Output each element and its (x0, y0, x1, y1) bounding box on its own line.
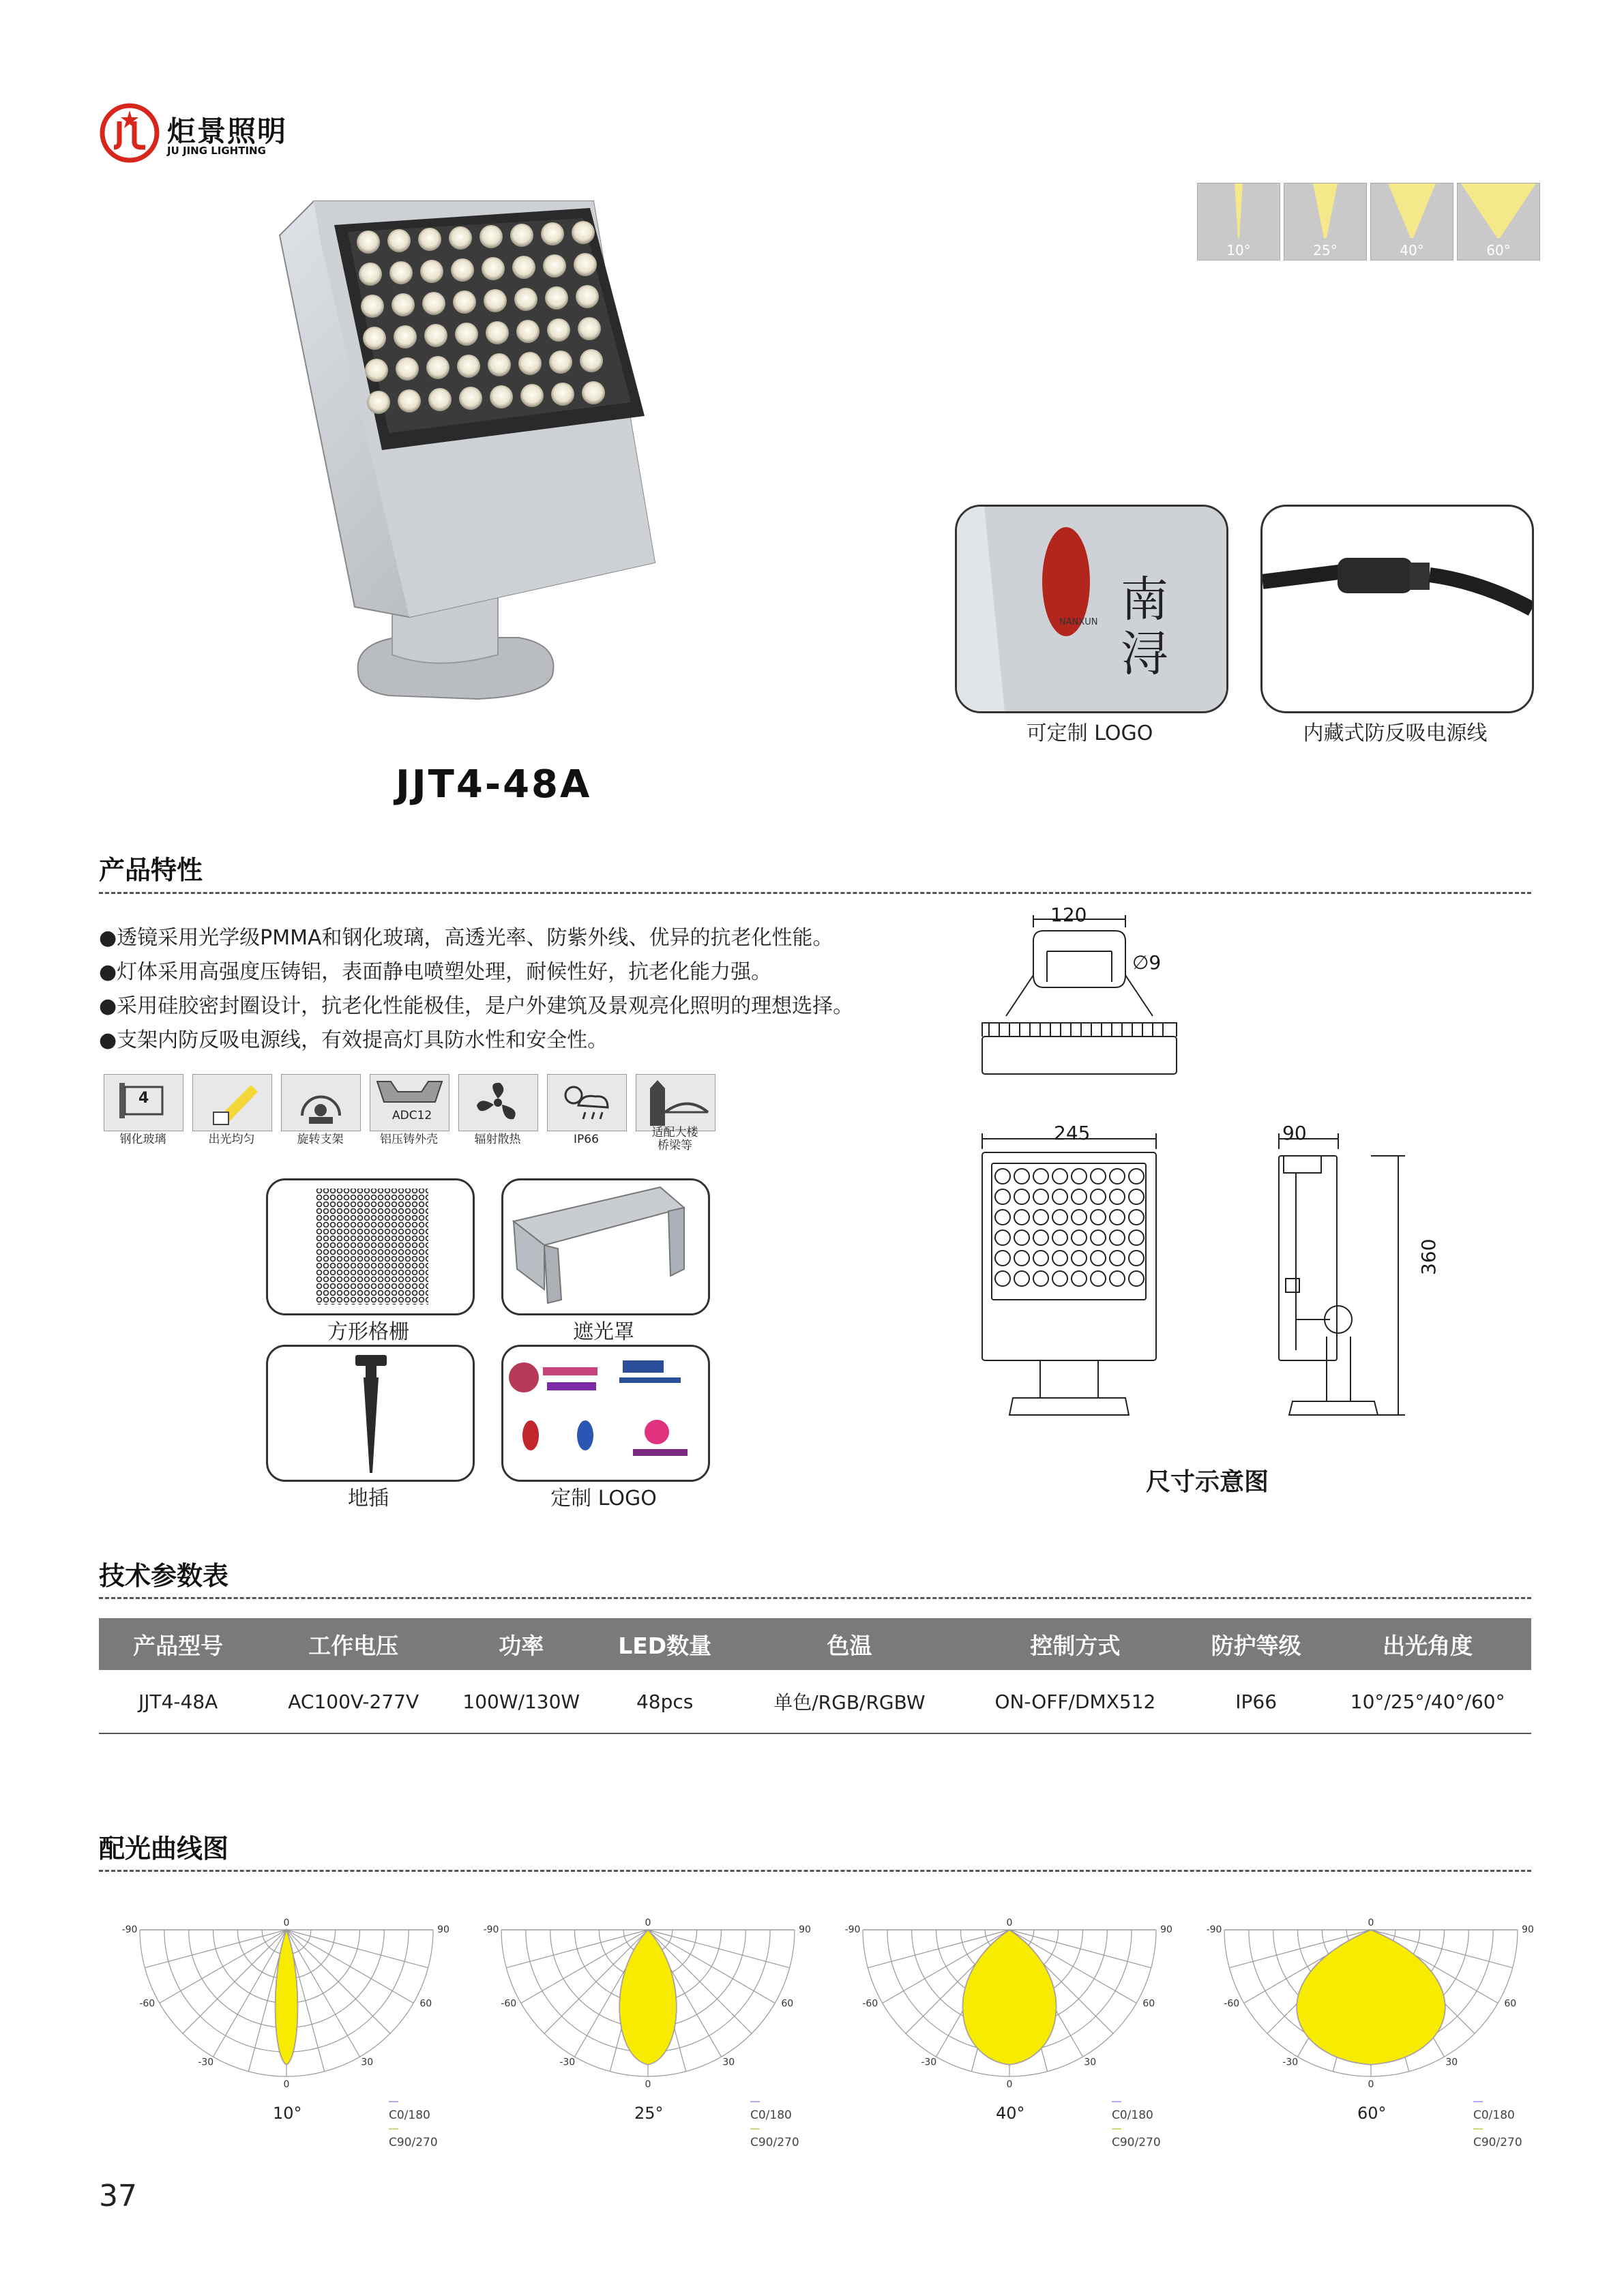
led-outline (1014, 1271, 1029, 1286)
beam-angle-40 (1370, 183, 1453, 260)
icon-label: 出光均匀 (208, 1133, 255, 1146)
tick-label: 30 (1445, 2057, 1458, 2068)
led-lens (582, 381, 605, 404)
legend-text: C90/270 (389, 2136, 438, 2149)
curve-legend (389, 2095, 438, 2149)
beam-distribution (1297, 1930, 1445, 2065)
dim-hole: ∅9 (1132, 951, 1162, 974)
led-lens (576, 285, 599, 308)
tick-label: -60 (139, 1998, 156, 2010)
beam-angle-label: 60° (1486, 242, 1511, 258)
building-bridge-glyph (636, 1075, 715, 1131)
led-lens (516, 320, 540, 343)
tempered-glass-icon (104, 1074, 183, 1131)
led-lens (363, 327, 386, 350)
custom-logo-samples (503, 1347, 708, 1480)
logo-detail-caption: 可定制 LOGO (1026, 721, 1153, 745)
logo-detail-card (955, 505, 1228, 713)
spec-header-cell: 工作电压 (257, 1618, 449, 1670)
svg-text:南: 南 (1121, 571, 1168, 627)
led-lens (578, 317, 601, 340)
tick-label: -90 (844, 1924, 861, 1935)
led-lens (549, 351, 572, 374)
tick-label: -60 (501, 1998, 517, 2010)
beam-angle-label: 40° (1400, 242, 1424, 258)
polar-spoke (183, 1930, 286, 2033)
led-outline (1110, 1251, 1125, 1266)
led-lens (424, 324, 447, 347)
led-lens (518, 352, 542, 375)
curve-angle-label: 40° (996, 2104, 1025, 2123)
tick-label: 90 (1522, 1924, 1534, 1935)
polar-spoke (160, 1930, 286, 2003)
led-outline (1110, 1271, 1125, 1286)
led-outline (995, 1169, 1010, 1184)
led-outline (1129, 1271, 1144, 1286)
beam-angle-label: 25° (1313, 242, 1338, 258)
icon-label: 铝压铸外壳 (380, 1133, 438, 1146)
tick-label: -30 (921, 2057, 937, 2068)
glass-thickness-badge: 4 (138, 1090, 149, 1107)
tick-label: 30 (1084, 2057, 1097, 2068)
icon-label: 旋转支架 (297, 1133, 344, 1146)
led-lens (551, 383, 574, 406)
accessory-caption: 方形格栅 (327, 1320, 409, 1344)
spec-header-cell: 控制方式 (962, 1618, 1188, 1670)
beam-angle-label: 10° (1226, 242, 1251, 258)
dim-top-width: 120 (1050, 904, 1087, 926)
led-outline (1072, 1271, 1087, 1286)
accessory-spike-card (266, 1345, 475, 1482)
accessory-logo-card (501, 1345, 710, 1482)
icon-label: 辐射散热 (474, 1133, 521, 1146)
led-lens (453, 290, 476, 314)
led-lens (514, 288, 537, 311)
legend-entry (750, 2122, 799, 2149)
dimension-title: 尺寸示意图 (1146, 1468, 1269, 1496)
tick-label: 60 (781, 1998, 794, 2010)
tick-label: 30 (361, 2057, 374, 2068)
led-outline (1072, 1189, 1087, 1204)
led-lens (459, 387, 482, 410)
led-outline (1014, 1251, 1029, 1266)
curves-title: 配光曲线图 (99, 1834, 229, 1864)
led-lens (488, 353, 511, 376)
led-outline (1091, 1271, 1106, 1286)
led-outline (1072, 1251, 1087, 1266)
legend-text: C90/270 (1112, 2136, 1161, 2149)
led-outline (1129, 1210, 1144, 1225)
tick-label: 60 (1142, 1998, 1155, 2010)
led-outline (1052, 1189, 1067, 1204)
led-outline (1110, 1210, 1125, 1225)
led-lens (510, 224, 533, 247)
led-outline (1033, 1251, 1048, 1266)
led-lens (420, 260, 443, 283)
led-outline (1014, 1210, 1029, 1225)
square-grille-image (268, 1180, 473, 1313)
accessory-caption: 地插 (348, 1487, 389, 1510)
spec-cell: 100W/130W (449, 1670, 593, 1733)
even-light-icon (192, 1074, 272, 1131)
led-outline (1072, 1210, 1087, 1225)
polar-chart (109, 1903, 464, 2107)
tick-label: -90 (1206, 1924, 1222, 1935)
cable-detail-caption: 内藏式防反吸电源线 (1303, 721, 1488, 745)
legend-entry (1473, 2095, 1522, 2122)
led-outline (1033, 1271, 1048, 1286)
led-lens (482, 257, 505, 280)
led-outline (1072, 1169, 1087, 1184)
legend-text: C0/180 (389, 2108, 430, 2122)
led-outline (995, 1271, 1010, 1286)
led-lens (541, 222, 564, 245)
led-outline (1033, 1189, 1048, 1204)
led-outline (1091, 1189, 1106, 1204)
led-lens (545, 286, 568, 310)
led-lens (490, 385, 513, 408)
product-model: JJT4-48A (396, 762, 592, 807)
led-outline (1129, 1189, 1144, 1204)
spec-cell: 单色/RGB/RGBW (737, 1670, 962, 1733)
led-outline (1110, 1230, 1125, 1245)
weather-icon (548, 1075, 626, 1131)
led-outline (1091, 1251, 1106, 1266)
tick-label: -90 (121, 1924, 138, 1935)
led-outline (1033, 1210, 1048, 1225)
spec-cell: ON-OFF/DMX512 (962, 1670, 1188, 1733)
polar-chart (1194, 1903, 1548, 2107)
spec-divider (99, 1597, 1531, 1599)
brand-name-cn: 炬景照明 (167, 115, 288, 148)
legend-swatch (1112, 2128, 1121, 2130)
dim-width: 245 (1054, 1122, 1091, 1144)
dimension-drawing (969, 900, 1473, 1432)
led-outline (1033, 1169, 1048, 1184)
cable-detail-card (1260, 505, 1534, 713)
legend-swatch (750, 2101, 760, 2102)
building-bridge-icon (636, 1074, 715, 1131)
legend-text: C0/180 (1112, 2108, 1153, 2122)
tick-label: -30 (559, 2057, 576, 2068)
features-title: 产品特性 (99, 855, 203, 885)
light-hood-image (503, 1180, 708, 1313)
beam-angle-10 (1197, 183, 1280, 260)
tick-label: -30 (1282, 2057, 1299, 2068)
spec-header-cell: 出光角度 (1324, 1618, 1531, 1670)
led-lens (455, 323, 478, 346)
spec-header-cell: 功率 (449, 1618, 593, 1670)
tick-label: 90 (799, 1924, 811, 1935)
beam-distribution (962, 1930, 1056, 2065)
tick-label: 0 (645, 1918, 651, 1928)
tick-label: 0 (645, 2079, 651, 2090)
led-lens (486, 321, 509, 344)
tick-label: 60 (419, 1998, 432, 2010)
curve-legend (1473, 2095, 1522, 2149)
tick-label: 0 (1006, 1918, 1013, 1928)
led-lens (394, 325, 417, 348)
polar-chart (471, 1903, 825, 2107)
spec-cell: 10°/25°/40°/60° (1324, 1670, 1531, 1733)
led-outline (1014, 1189, 1029, 1204)
led-lens (451, 258, 474, 282)
accessory-caption: 定制 LOGO (550, 1487, 657, 1510)
spec-header-cell: LED数量 (593, 1618, 736, 1670)
curve-angle-label: 25° (634, 2104, 664, 2123)
curve-legend (1112, 2095, 1161, 2149)
led-outline (1110, 1189, 1125, 1204)
led-lens (387, 229, 411, 252)
led-outline (1072, 1230, 1087, 1245)
led-outline (1052, 1230, 1067, 1245)
led-lens (520, 384, 544, 407)
spec-cell: IP66 (1188, 1670, 1324, 1733)
aluminum-housing-icon (370, 1074, 449, 1131)
led-outline (1014, 1230, 1029, 1245)
spec-header-cell: 防护等级 (1188, 1618, 1324, 1670)
led-lens (547, 318, 570, 342)
beam-angle-25 (1284, 183, 1367, 260)
tick-label: 30 (722, 2057, 735, 2068)
legend-entry (389, 2122, 438, 2149)
led-outline (1033, 1230, 1048, 1245)
led-outline (1091, 1210, 1106, 1225)
product-photo (273, 194, 709, 740)
cable-detail-photo (1263, 507, 1532, 711)
brand-name-en: JU JING LIGHTING (167, 145, 266, 157)
tick-label: 0 (1368, 1918, 1374, 1928)
legend-entry (389, 2095, 438, 2122)
spec-cell: JJT4-48A (99, 1670, 257, 1733)
even-light-glyph (193, 1075, 271, 1131)
led-outline (1014, 1169, 1029, 1184)
accessory-caption: 遮光罩 (573, 1320, 634, 1344)
led-lens (512, 256, 535, 279)
legend-entry (1112, 2122, 1161, 2149)
led-outline (995, 1251, 1010, 1266)
spec-header-row (99, 1618, 1531, 1670)
heat-dissipation-icon (458, 1074, 538, 1131)
legend-text: C0/180 (1473, 2108, 1515, 2122)
legend-text: C0/180 (750, 2108, 792, 2122)
ip66-icon (547, 1074, 627, 1131)
brand-logo-icon (99, 102, 160, 164)
rotating-bracket-icon (281, 1074, 361, 1131)
led-outline (1052, 1271, 1067, 1286)
led-lens (359, 263, 382, 286)
spec-title: 技术参数表 (99, 1561, 229, 1591)
dim-depth: 90 (1282, 1122, 1307, 1144)
led-lens (365, 359, 388, 382)
led-outline (1129, 1251, 1144, 1266)
icon-label: 适配大楼 桥梁等 (651, 1126, 698, 1152)
curve-legend (750, 2095, 799, 2149)
led-outline (1129, 1230, 1144, 1245)
brand-logo (99, 102, 297, 164)
curve-angle-label: 10° (273, 2104, 302, 2123)
logo-detail-text: NANXUN (1059, 617, 1098, 627)
top-view (982, 915, 1177, 1074)
table-row (99, 1670, 1531, 1733)
legend-swatch (1473, 2128, 1483, 2130)
legend-swatch (389, 2101, 398, 2102)
led-lens (396, 357, 419, 381)
logo-detail-photo (957, 507, 1226, 711)
icon-label: IP66 (574, 1133, 599, 1146)
adc12-text: ADC12 (392, 1109, 432, 1122)
tick-label: -30 (198, 2057, 214, 2068)
led-outline (1091, 1230, 1106, 1245)
led-lens (580, 349, 603, 372)
led-outline (1052, 1210, 1067, 1225)
svg-text:浔: 浔 (1121, 626, 1168, 682)
led-outline (1129, 1169, 1144, 1184)
tick-label: 60 (1504, 1998, 1517, 2010)
features-divider (99, 892, 1531, 894)
led-lens (484, 289, 507, 312)
led-lens (361, 295, 384, 318)
icon-label: 钢化玻璃 (119, 1133, 166, 1146)
led-lens (572, 221, 595, 244)
rotating-bracket-glyph (282, 1075, 360, 1131)
spec-header-cell: 产品型号 (99, 1618, 257, 1670)
curves-divider (99, 1870, 1531, 1872)
curve-angle-label: 60° (1357, 2104, 1387, 2123)
led-lens (428, 388, 452, 411)
feature-item: ●采用硅胶密封圈设计，抗老化性能极佳，是户外建筑及景观亮化照明的理想选择。 (99, 994, 854, 1018)
polar-chart (832, 1903, 1187, 2107)
led-outline (1052, 1169, 1067, 1184)
led-outline (1110, 1169, 1125, 1184)
legend-swatch (1112, 2101, 1121, 2102)
side-view (1279, 1133, 1405, 1415)
ground-spike-image (268, 1347, 473, 1480)
legend-entry (1473, 2122, 1522, 2149)
led-outline (995, 1230, 1010, 1245)
led-lens (449, 226, 472, 250)
dim-height: 360 (1417, 1238, 1440, 1275)
led-lens (543, 254, 566, 278)
beam-angle-60 (1457, 183, 1540, 260)
tick-label: -60 (1224, 1998, 1240, 2010)
led-outline (995, 1189, 1010, 1204)
legend-text: C90/270 (750, 2136, 799, 2149)
led-lens (418, 228, 441, 251)
legend-swatch (750, 2128, 760, 2130)
tick-label: 0 (1368, 2079, 1374, 2090)
polar-spoke (286, 1930, 413, 2003)
led-lens (479, 225, 503, 248)
accessory-grille-card (266, 1178, 475, 1315)
tick-label: 0 (283, 2079, 290, 2090)
led-lens (457, 355, 480, 378)
led-lens (398, 389, 421, 413)
legend-text: C90/270 (1473, 2136, 1522, 2149)
led-lens (389, 261, 413, 284)
tick-label: 0 (1006, 2079, 1013, 2090)
led-outline (1052, 1251, 1067, 1266)
feature-item: ●支架内防反吸电源线，有效提高灯具防水性和安全性。 (99, 1028, 608, 1052)
spec-header-cell: 色温 (737, 1618, 962, 1670)
spec-cell: AC100V-277V (257, 1670, 449, 1733)
led-lens (422, 292, 445, 315)
fan-icon (459, 1075, 537, 1131)
polar-spoke (286, 1930, 390, 2033)
legend-entry (1112, 2095, 1161, 2122)
led-outline (995, 1210, 1010, 1225)
accessory-hood-card (501, 1178, 710, 1315)
tick-label: 90 (437, 1924, 449, 1935)
led-lens (574, 253, 597, 276)
legend-swatch (1473, 2101, 1483, 2102)
tick-label: 0 (283, 1918, 290, 1928)
led-lens (392, 293, 415, 316)
legend-swatch (389, 2128, 398, 2130)
led-lens (367, 391, 390, 414)
led-outline (1091, 1169, 1106, 1184)
led-lens (357, 230, 380, 254)
tick-label: -60 (862, 1998, 879, 2010)
page-number: 37 (99, 2179, 137, 2213)
feature-item: ●灯体采用高强度压铸铝，表面静电喷塑处理，耐候性好，抗老化能力强。 (99, 960, 772, 984)
tick-label: -90 (483, 1924, 499, 1935)
feature-item: ●透镜采用光学级PMMA和钢化玻璃，高透光率、防紫外线、优异的抗老化性能。 (99, 926, 833, 950)
spec-cell: 48pcs (593, 1670, 736, 1733)
legend-entry (750, 2095, 799, 2122)
spec-table (99, 1618, 1531, 1734)
beam-distribution (276, 1930, 298, 2065)
tick-label: 90 (1160, 1924, 1172, 1935)
led-lens (426, 356, 449, 379)
